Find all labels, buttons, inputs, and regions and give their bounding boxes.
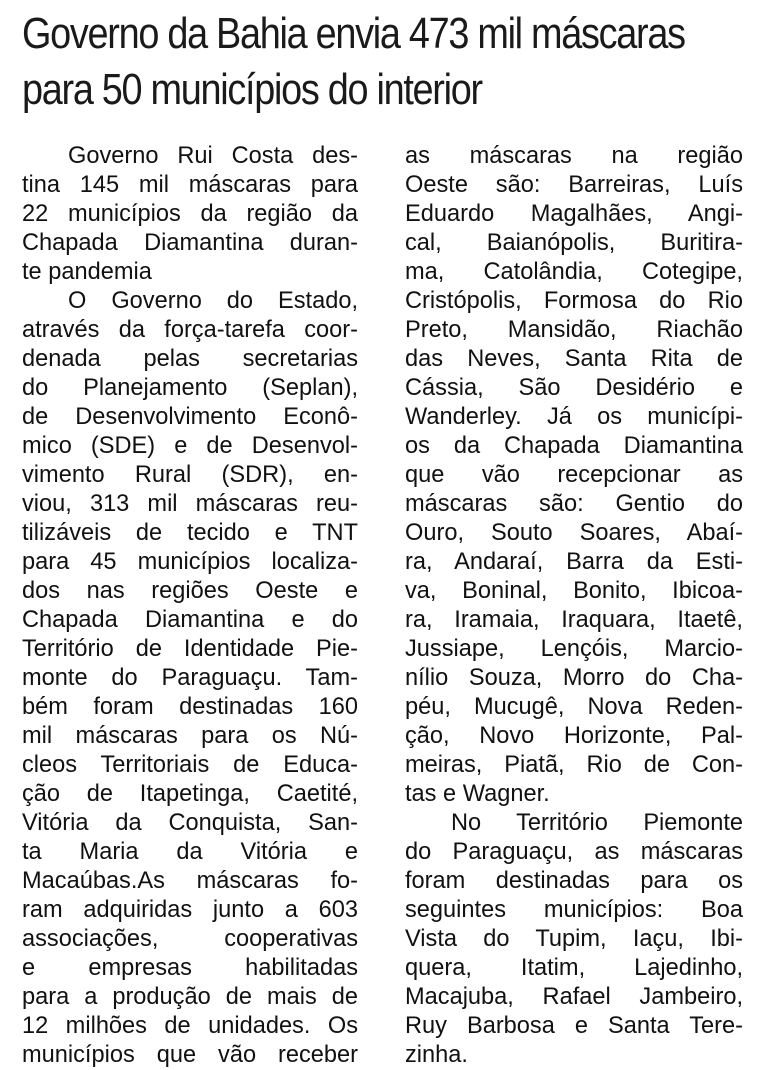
text-line: ra, Andaraí, Barra da Esti- [405, 549, 743, 575]
text-line: os da Chapada Diamantina [405, 433, 743, 459]
text-line: tina 145 mil máscaras para [22, 172, 358, 198]
text-line: Ruy Barbosa e Santa Tere- [405, 1013, 743, 1039]
article-column-left [22, 142, 358, 1070]
text-line: as máscaras na região [405, 143, 743, 169]
text-line: va, Boninal, Bonito, Ibicoa- [405, 578, 743, 604]
headline-line-2: para 50 municípios do interior [22, 65, 482, 114]
text-line: denada pelas secretarias [22, 346, 358, 372]
text-line: cal, Baianópolis, Buritira- [405, 230, 743, 256]
text-line: péu, Mucugê, Nova Reden- [405, 694, 743, 720]
text-line: tas e Wagner. [405, 781, 550, 807]
headline-line-1: Governo da Bahia envia 473 mil máscaras [22, 9, 685, 58]
text-line: 12 milhões de unidades. Os [22, 1013, 358, 1039]
text-line: nílio Souza, Morro do Cha- [405, 665, 743, 691]
text-line: bém foram destinadas 160 [22, 694, 358, 720]
text-line: ram adquiridas junto a 603 [22, 897, 358, 923]
text-line: que vão recepcionar as [405, 462, 743, 488]
text-line: foram destinadas para os [405, 868, 743, 894]
text-line: do Planejamento (Seplan), [22, 375, 358, 401]
text-line: viou, 313 mil máscaras reu- [22, 491, 358, 517]
text-line: Wanderley. Já os municípi- [405, 404, 743, 430]
text-line: máscaras são: Gentio do [405, 491, 743, 517]
text-line: ta Maria da Vitória e [22, 839, 358, 865]
text-line: Vitória da Conquista, San- [22, 810, 358, 836]
text-line: Cássia, São Desidério e [405, 375, 743, 401]
text-line: Macaúbas.As máscaras fo- [22, 868, 358, 894]
headline [22, 6, 685, 118]
text-line: 22 municípios da região da [22, 201, 358, 227]
text-line: ra, Iramaia, Iraquara, Itaetê, [405, 607, 743, 633]
text-line: seguintes municípios: Boa [405, 897, 743, 923]
text-line: Território de Identidade Pie- [22, 636, 358, 662]
text-line: No Território Piemonte [451, 810, 743, 836]
text-line: para 45 municípios localiza- [22, 549, 358, 575]
text-line: Eduardo Magalhães, Angi- [405, 201, 743, 227]
text-line: Chapada Diamantina duran- [22, 230, 358, 256]
text-line: O Governo do Estado, [68, 288, 358, 314]
text-line: meiras, Piatã, Rio de Con- [405, 752, 743, 778]
text-line: dos nas regiões Oeste e [22, 578, 358, 604]
text-line: monte do Paraguaçu. Tam- [22, 665, 358, 691]
text-line: para a produção de mais de [22, 984, 358, 1010]
text-line: tilizáveis de tecido e TNT [22, 520, 358, 546]
text-line: de Desenvolvimento Econô- [22, 404, 358, 430]
text-line: Vista do Tupim, Iaçu, Ibi- [405, 926, 743, 952]
text-line: do Paraguaçu, as máscaras [405, 839, 743, 865]
text-line: e empresas habilitadas [22, 955, 358, 981]
text-line: Cristópolis, Formosa do Rio [405, 288, 743, 314]
text-line: ção de Itapetinga, Caetité, [22, 781, 358, 807]
text-line: Preto, Mansidão, Riachão [405, 317, 743, 343]
text-line: através da força-tarefa coor- [22, 317, 358, 343]
text-line: ma, Catolândia, Cotegipe, [405, 259, 743, 285]
text-line: Oeste são: Barreiras, Luís [405, 172, 743, 198]
text-line: das Neves, Santa Rita de [405, 346, 743, 372]
text-line: quera, Itatim, Lajedinho, [405, 955, 743, 981]
article-column-right [405, 142, 743, 1070]
text-line: ção, Novo Horizonte, Pal- [405, 723, 743, 749]
text-line: Macajuba, Rafael Jambeiro, [405, 984, 743, 1010]
text-line: municípios que vão receber [22, 1042, 358, 1068]
text-line: Governo Rui Costa des- [68, 143, 358, 169]
text-line: mil máscaras para os Nú- [22, 723, 358, 749]
text-line: Chapada Diamantina e do [22, 607, 358, 633]
text-line: te pandemia [22, 259, 152, 285]
text-line: Jussiape, Lençóis, Marcio- [405, 636, 743, 662]
text-line: associações, cooperativas [22, 926, 358, 952]
text-line: Ouro, Souto Soares, Abaí- [405, 520, 743, 546]
text-line: mico (SDE) e de Desenvol- [22, 433, 358, 459]
text-line: vimento Rural (SDR), en- [22, 462, 358, 488]
text-line: zinha. [405, 1042, 468, 1068]
text-line: cleos Territoriais de Educa- [22, 752, 358, 778]
